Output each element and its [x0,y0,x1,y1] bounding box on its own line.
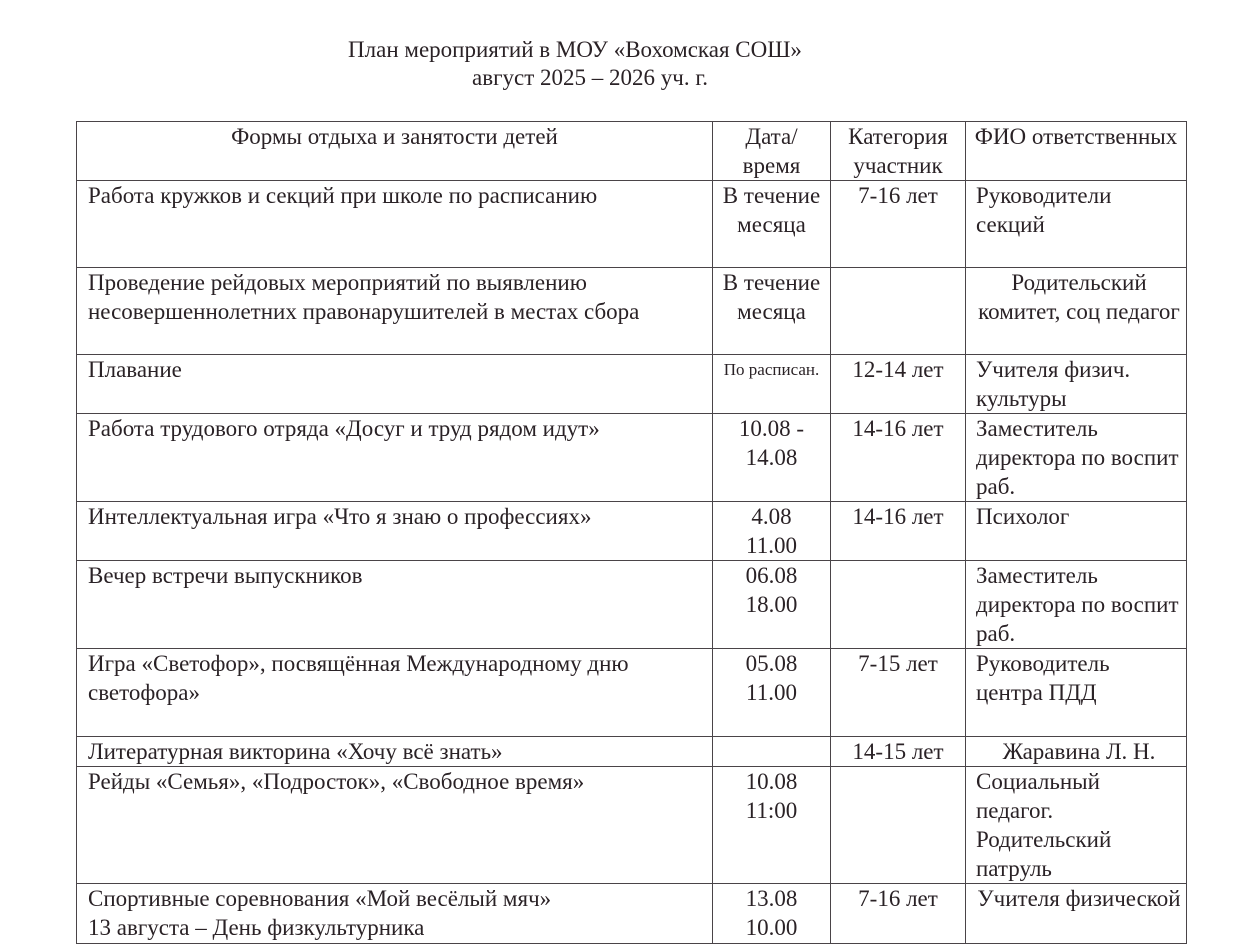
events-table [76,121,1187,944]
cell-date: 05.08 11.00 [713,649,831,737]
cell-responsible: Психолог [966,502,1187,561]
cell-category: 14-16 лет [831,502,966,561]
table-row [77,649,1187,737]
cell-form: Плавание [77,355,713,414]
cell-date: 13.08 10.00 [713,884,831,944]
cell-responsible: Родительский комитет, соц педагог [966,268,1187,355]
table-header-row [77,122,1187,181]
document-title [0,36,1150,92]
header-date: Дата/ время [713,122,831,181]
title-line-2: август 2025 – 2026 уч. г. [472,65,708,90]
header-category: Категория участник [831,122,966,181]
cell-date [713,737,831,767]
cell-category [831,561,966,649]
cell-date: В течение месяца [713,181,831,268]
cell-responsible: Социальный педагог. Родительский патруль [966,767,1187,884]
cell-form: Проведение рейдовых мероприятий по выявлению несовершеннолетних правонарушителей в местах сбора [77,268,713,355]
cell-form: Рейды «Семья», «Подросток», «Свободное время» [77,767,713,884]
table-row [77,737,1187,767]
cell-responsible: Учителя физической [966,884,1187,944]
cell-category: 12-14 лет [831,355,966,414]
table-row [77,884,1187,944]
cell-date: 06.08 18.00 [713,561,831,649]
cell-responsible: Заместитель директора по воспит раб. [966,414,1187,502]
table-row [77,414,1187,502]
table-row [77,767,1187,884]
cell-form: Литературная викторина «Хочу всё знать» [77,737,713,767]
cell-category [831,767,966,884]
table-row [77,268,1187,355]
cell-category: 14-15 лет [831,737,966,767]
cell-date: 4.08 11.00 [713,502,831,561]
cell-responsible: Руководители секций [966,181,1187,268]
cell-category [831,268,966,355]
cell-responsible: Жаравина Л. Н. [966,737,1187,767]
table-row [77,561,1187,649]
cell-category: 7-16 лет [831,181,966,268]
cell-responsible: Заместитель директора по воспит раб. [966,561,1187,649]
cell-form: Работа трудового отряда «Досуг и труд рядом идут» [77,414,713,502]
cell-responsible: Учителя физич. культуры [966,355,1187,414]
cell-form: Вечер встречи выпускников [77,561,713,649]
title-line-1: План мероприятий в МОУ «Вохомская СОШ» [348,37,802,62]
cell-form: Игра «Светофор», посвящённая Международному дню светофора» [77,649,713,737]
cell-category: 7-15 лет [831,649,966,737]
cell-form: Спортивные соревнования «Мой весёлый мяч» 13 августа – День физкультурника [77,884,713,944]
table-row [77,181,1187,268]
table-row [77,355,1187,414]
cell-responsible: Руководитель центра ПДД [966,649,1187,737]
cell-category: 14-16 лет [831,414,966,502]
table-row [77,502,1187,561]
cell-category: 7-16 лет [831,884,966,944]
cell-date: По расписан. [713,355,831,414]
header-form: Формы отдыха и занятости детей [77,122,713,181]
cell-date: 10.08 - 14.08 [713,414,831,502]
header-responsible: ФИО ответственных [966,122,1187,181]
cell-date: В течение месяца [713,268,831,355]
cell-form: Работа кружков и секций при школе по расписанию [77,181,713,268]
cell-form: Интеллектуальная игра «Что я знаю о профессиях» [77,502,713,561]
cell-date: 10.08 11:00 [713,767,831,884]
